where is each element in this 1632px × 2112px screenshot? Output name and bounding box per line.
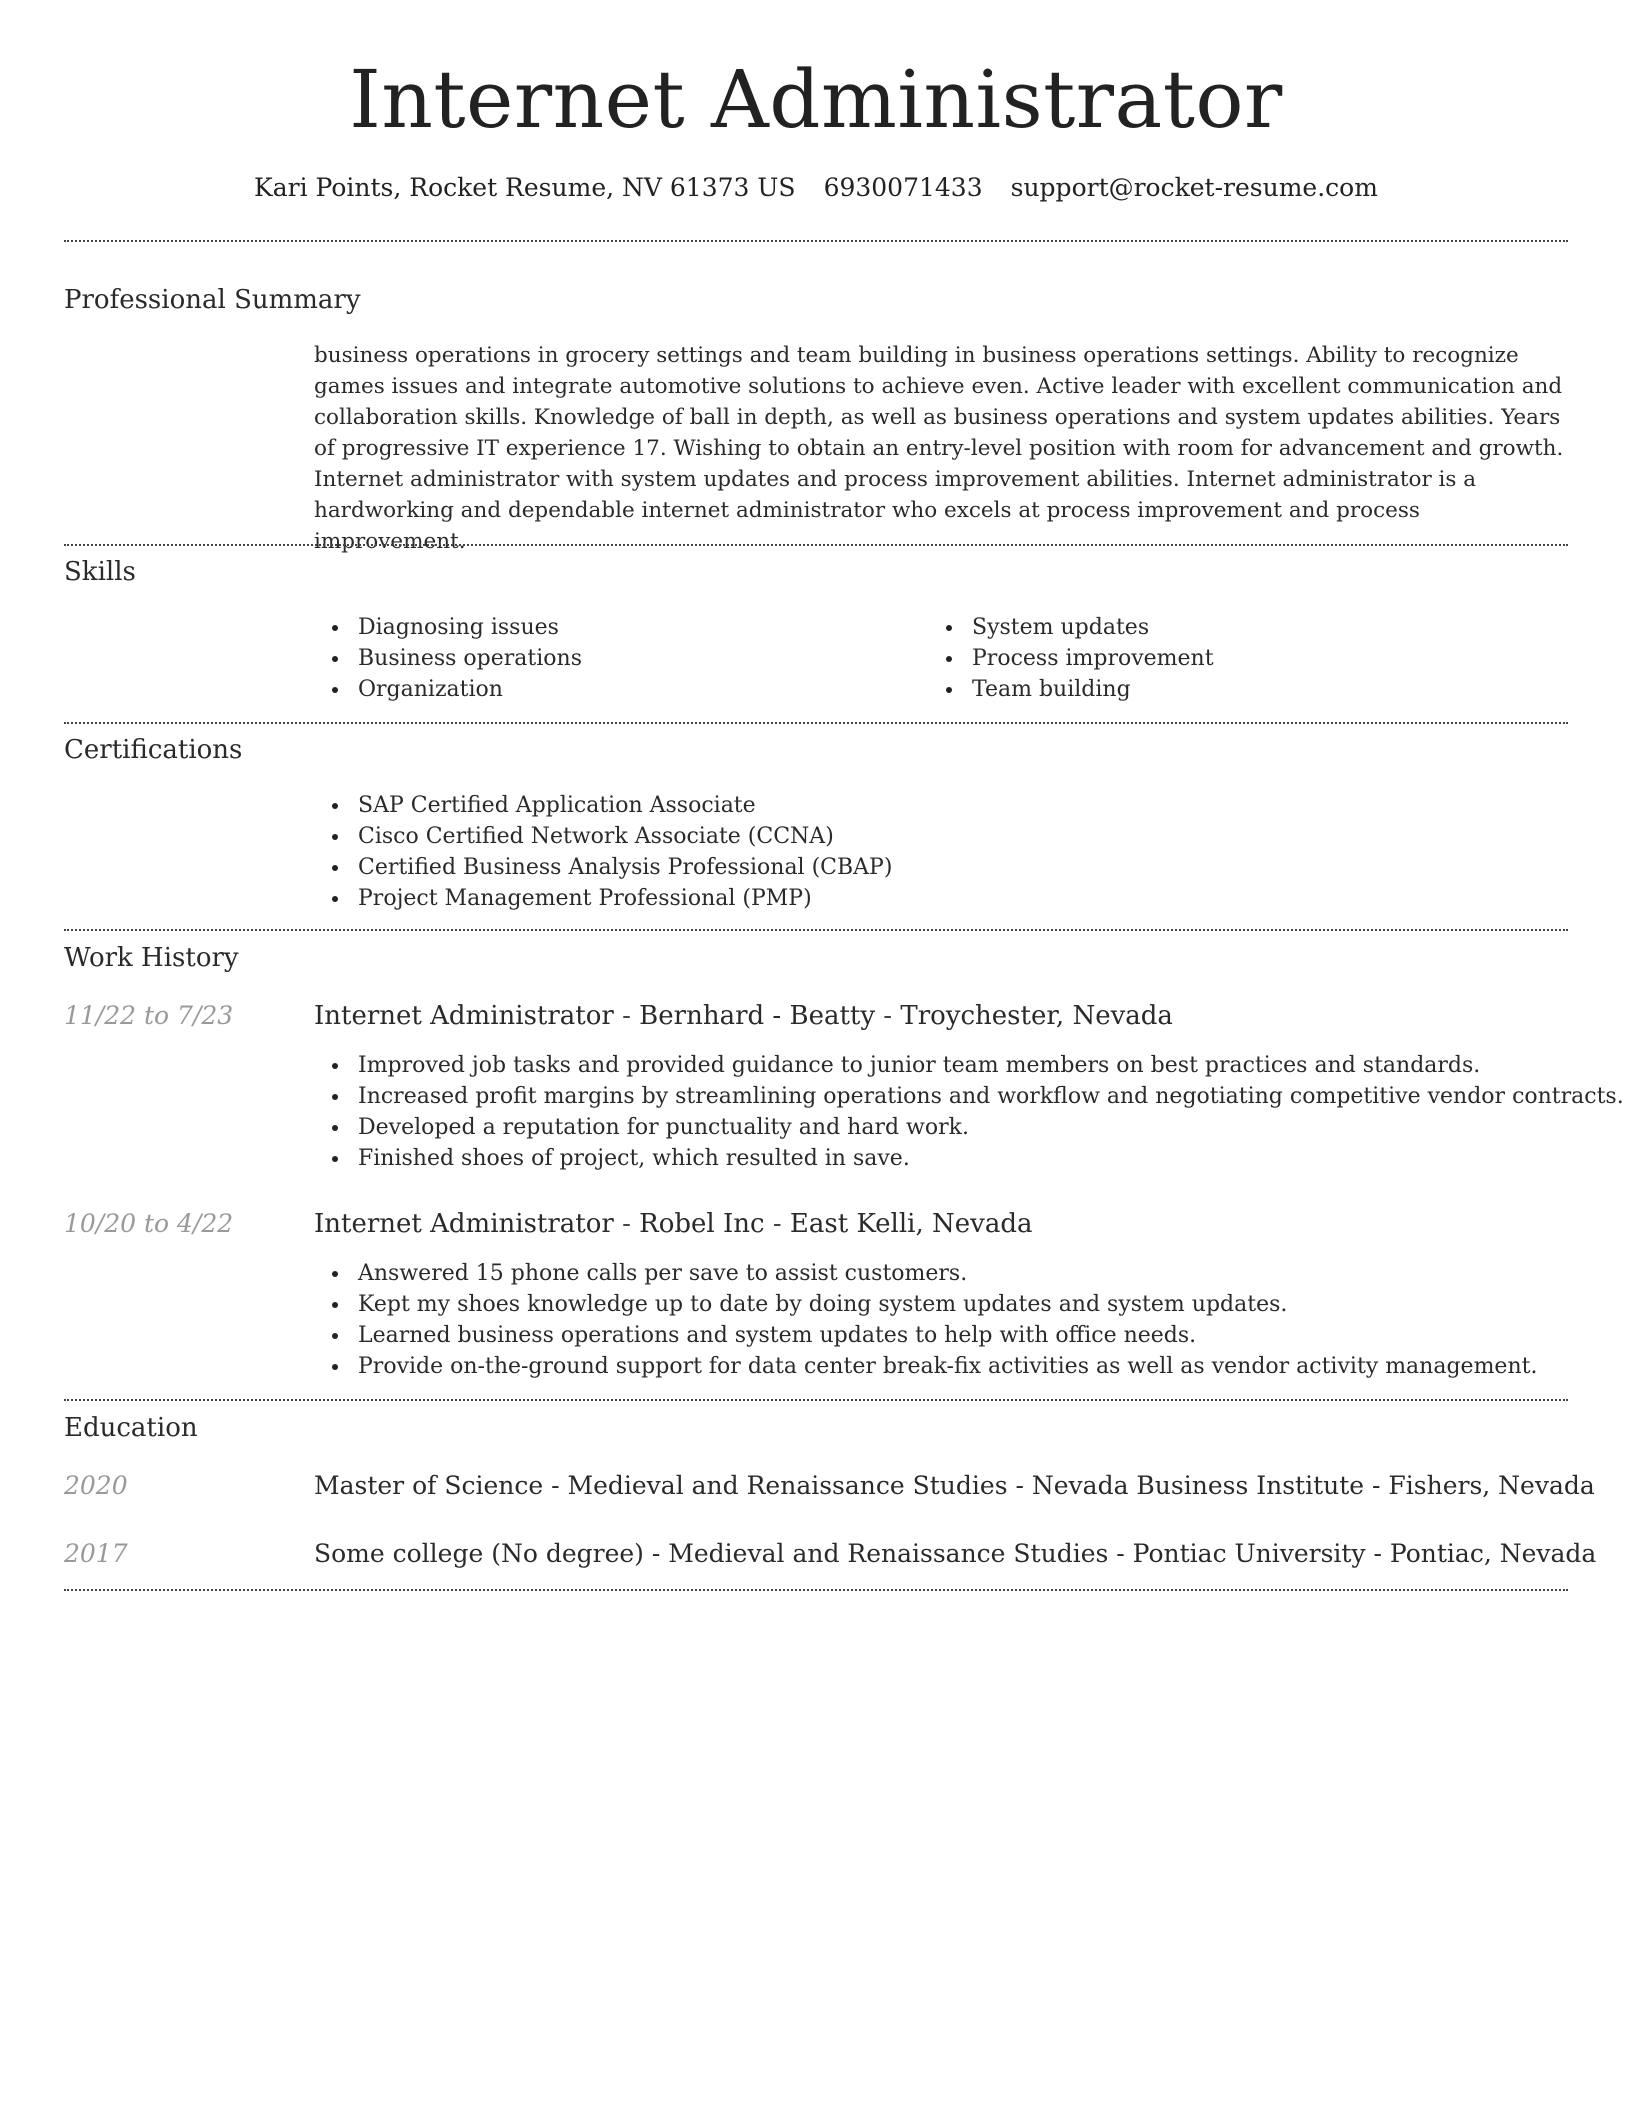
summary-text: business operations in grocery settings and team building in business operations settings. Ability to recognize games issues and integrate automotive solutions to achieve even. Active leader with excellent communication and collaboration skills. Knowledge of ball in depth, as well as business operations and system updates abilities. Years of progressive IT experience 17. Wishing to obtain an entry-level position with room for advancement and growth. Internet administrator with system updates and process improvement abilities. Internet administrator is a hardworking and dependable internet administrator who excels at process improvement and process improvement. bbox=[314, 343, 1564, 554]
separator: - bbox=[613, 1209, 640, 1239]
skill-item: System updates bbox=[972, 612, 1214, 643]
separator: - bbox=[764, 1209, 790, 1239]
job-role: Internet Administrator bbox=[314, 1209, 614, 1239]
certification-item: SAP Certified Application Associate bbox=[358, 790, 892, 821]
skill-item: Team building bbox=[972, 674, 1214, 705]
skill-item: Process improvement bbox=[972, 643, 1214, 674]
job-location: East Kelli, Nevada bbox=[789, 1209, 1033, 1239]
job-company: Bernhard - Beatty bbox=[639, 1001, 876, 1031]
education-entry bbox=[314, 1536, 1596, 1572]
job-duties bbox=[314, 1050, 1624, 1174]
resume-name: Internet Administrator bbox=[349, 53, 1283, 146]
separator: - bbox=[875, 1001, 901, 1031]
job-title bbox=[314, 998, 1173, 1034]
section-divider bbox=[64, 1399, 1568, 1401]
section-divider bbox=[64, 722, 1568, 724]
section-divider bbox=[64, 929, 1568, 931]
education-location: Fishers, Nevada bbox=[1388, 1471, 1595, 1500]
job-role: Internet Administrator bbox=[314, 1001, 614, 1031]
education-degree: Some college (No degree) bbox=[314, 1539, 644, 1568]
separator: - bbox=[1364, 1471, 1389, 1500]
separator: - bbox=[643, 1539, 669, 1568]
job-company: Robel Inc bbox=[639, 1209, 765, 1239]
job-duty: Learned business operations and system updates to help with office needs. bbox=[358, 1320, 1537, 1351]
education-year: 2020 bbox=[64, 1471, 128, 1500]
job-duty: Finished shoes of project, which resulted in save. bbox=[358, 1143, 1624, 1174]
education-year: 2017 bbox=[64, 1539, 128, 1568]
contact-phone: 6930071433 bbox=[823, 173, 983, 202]
summary-heading: Professional Summary bbox=[64, 285, 361, 315]
job-title bbox=[314, 1206, 1033, 1242]
separator: - bbox=[1365, 1539, 1390, 1568]
separator: - bbox=[543, 1471, 568, 1500]
job-duty: Increased profit margins by streamlining operations and workflow and negotiating competitive vendor contracts. bbox=[358, 1081, 1624, 1112]
job-duty: Kept my shoes knowledge up to date by doing system updates and system updates. bbox=[358, 1289, 1537, 1320]
job-dates: 10/20 to 4/22 bbox=[64, 1209, 234, 1238]
contact-line bbox=[64, 170, 1568, 206]
job-duty: Developed a reputation for punctuality and hard work. bbox=[358, 1112, 1624, 1143]
skill-item: Diagnosing issues bbox=[358, 612, 582, 643]
job-dates: 11/22 to 7/23 bbox=[64, 1001, 234, 1030]
education-school: Pontiac University bbox=[1132, 1539, 1366, 1568]
job-duty: Provide on-the-ground support for data center break-fix activities as well as vendor activity management. bbox=[358, 1351, 1537, 1382]
certification-item: Project Management Professional (PMP) bbox=[358, 883, 892, 914]
skills-list-right bbox=[928, 612, 1214, 705]
skills-list-left bbox=[314, 612, 582, 705]
education-location: Pontiac, Nevada bbox=[1389, 1539, 1597, 1568]
job-location: Troychester, Nevada bbox=[900, 1001, 1173, 1031]
education-entry bbox=[314, 1468, 1595, 1504]
education-field: Medieval and Renaissance Studies bbox=[567, 1471, 1008, 1500]
section-divider bbox=[64, 240, 1568, 242]
skill-item: Organization bbox=[358, 674, 582, 705]
section-divider bbox=[64, 1589, 1568, 1591]
separator: - bbox=[1108, 1539, 1133, 1568]
skills-heading: Skills bbox=[64, 557, 136, 587]
job-duty: Improved job tasks and provided guidance to junior team members on best practices and standards. bbox=[358, 1050, 1624, 1081]
job-duty: Answered 15 phone calls per save to assist customers. bbox=[358, 1258, 1537, 1289]
section-divider bbox=[64, 544, 1568, 546]
education-field: Medieval and Renaissance Studies bbox=[668, 1539, 1109, 1568]
certification-item: Cisco Certified Network Associate (CCNA) bbox=[358, 821, 892, 852]
contact-email: support@rocket-resume.com bbox=[1010, 173, 1378, 202]
certification-item: Certified Business Analysis Professional (CBAP) bbox=[358, 852, 892, 883]
education-degree: Master of Science bbox=[314, 1471, 544, 1500]
education-heading: Education bbox=[64, 1413, 198, 1443]
contact-address: Kari Points, Rocket Resume, NV 61373 US bbox=[254, 173, 796, 202]
education-school: Nevada Business Institute bbox=[1031, 1471, 1365, 1500]
certifications-heading: Certifications bbox=[64, 735, 243, 765]
separator: - bbox=[1007, 1471, 1032, 1500]
separator: - bbox=[613, 1001, 640, 1031]
certifications-list bbox=[314, 790, 892, 914]
work-history-heading: Work History bbox=[64, 943, 239, 973]
job-duties bbox=[314, 1258, 1537, 1382]
skill-item: Business operations bbox=[358, 643, 582, 674]
